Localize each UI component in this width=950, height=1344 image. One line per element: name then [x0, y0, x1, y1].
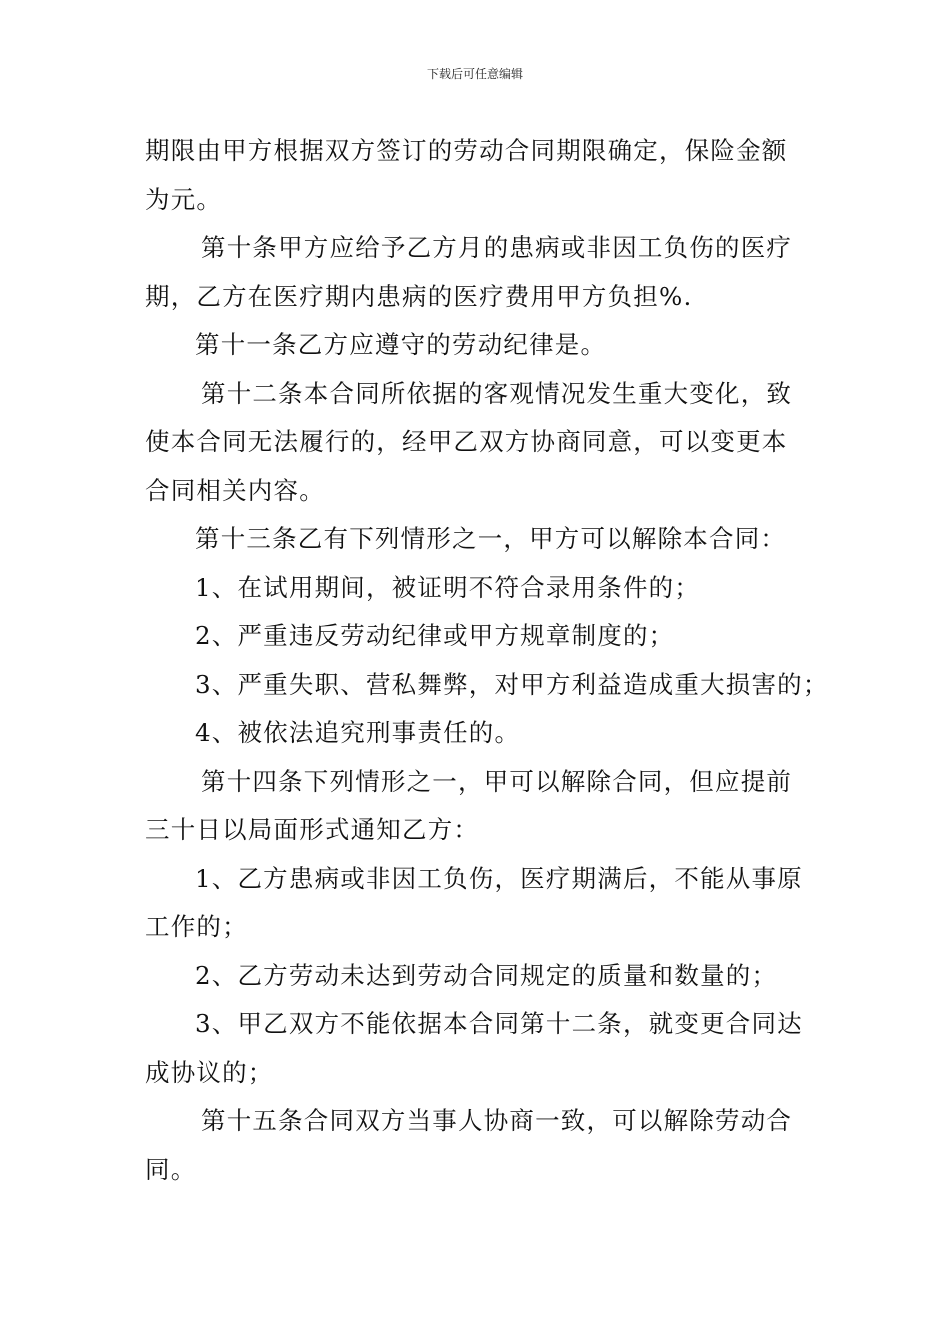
page-header: 下载后可任意编辑	[426, 67, 523, 81]
list-item: 1、在试用期间，被证明不符合录用条件的；	[195, 572, 701, 602]
paragraph-line: 第十四条下列情形之一，甲可以解除合同，但应提前	[201, 766, 793, 796]
paragraph-line: 期，乙方在医疗期内患病的医疗费用甲方负担%.	[145, 281, 693, 311]
list-item: 2、严重违反劳动纪律或甲方规章制度的；	[195, 621, 675, 650]
paragraph-line: 第十条甲方应给予乙方月的患病或非因工负伤的医疗	[201, 233, 793, 262]
paragraph-line: 第十三条乙有下列情形之一，甲方可以解除本合同：	[195, 524, 787, 553]
list-item: 2、乙方劳动未达到劳动合同规定的质量和数量的；	[195, 960, 778, 990]
list-item: 3、严重失职、营私舞弊，对甲方利益造成重大损害的；	[195, 669, 829, 699]
paragraph-line: 期限由甲方根据双方签订的劳动合同期限确定，保险金额	[145, 136, 788, 165]
paragraph-line: 第十二条本合同所依据的客观情况发生重大变化，致	[201, 378, 793, 408]
document-body	[145, 127, 829, 1194]
list-item: 3、甲乙双方不能依据本合同第十二条，就变更合同达	[195, 1009, 803, 1038]
paragraph-line: 为元。	[145, 184, 223, 214]
paragraph-line: 使本合同无法履行的，经甲乙双方协商同意，可以变更本	[145, 427, 788, 456]
paragraph-line: 三十日以局面形式通知乙方：	[145, 815, 480, 844]
paragraph-line: 工作的；	[145, 912, 248, 941]
paragraph-line: 第十一条乙方应遵守的劳动纪律是。	[195, 330, 607, 359]
paragraph-line: 成协议的；	[145, 1057, 274, 1087]
list-item: 4、被依法追究刑事责任的。	[195, 718, 521, 747]
paragraph-line: 同。	[145, 1154, 197, 1184]
paragraph-line: 第十五条合同双方当事人协商一致，可以解除劳动合	[201, 1106, 793, 1135]
paragraph-line: 合同相关内容。	[145, 475, 325, 505]
list-item: 1、乙方患病或非因工负伤，医疗期满后，不能从事原	[195, 863, 803, 893]
